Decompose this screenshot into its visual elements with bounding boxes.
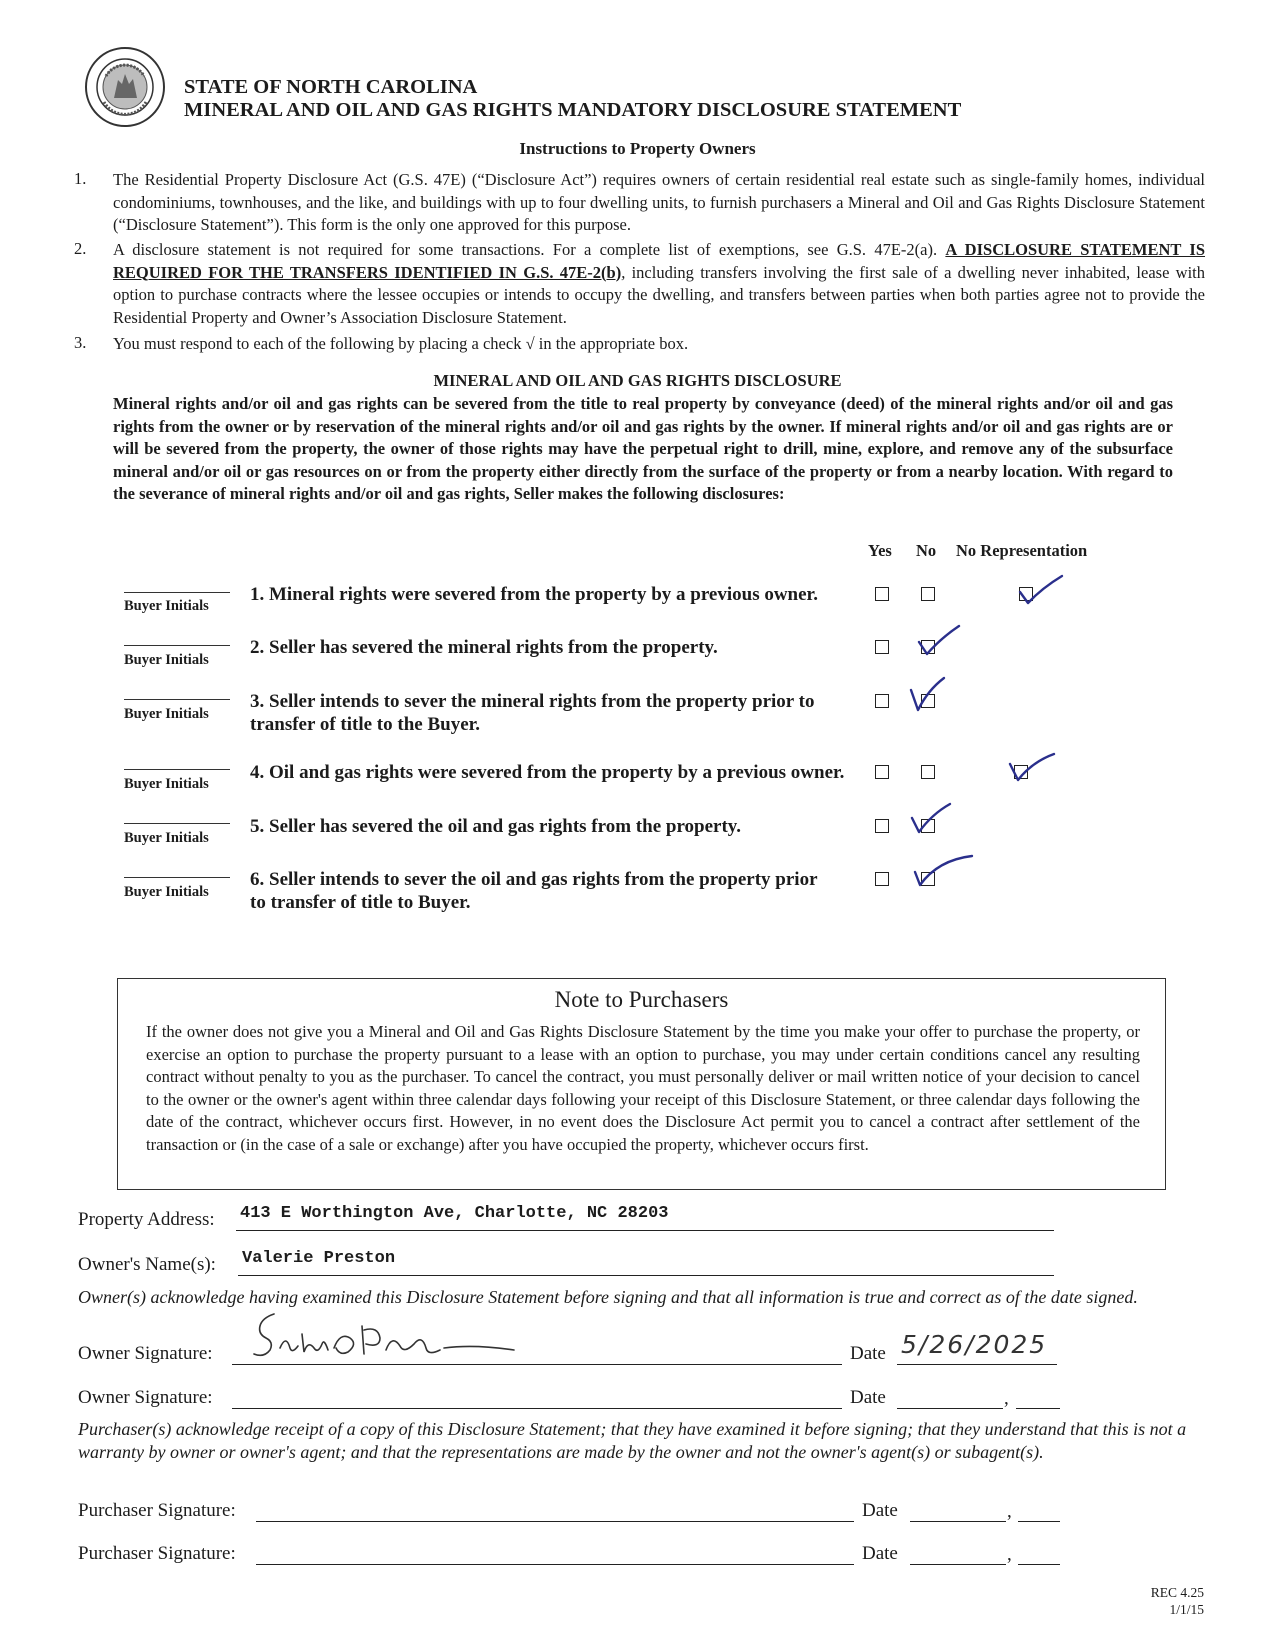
yes-checkbox[interactable] [875,587,889,601]
question-text [250,636,890,659]
owner-signature-2-field[interactable] [232,1382,842,1409]
instruction-1-number: 1. [74,169,87,188]
buyer-initials-line[interactable] [124,645,230,646]
purchaser-signature-1-year-field[interactable] [1018,1495,1060,1522]
document-title [184,76,961,122]
buyer-initials-label: Buyer Initials [124,652,209,668]
yes-checkbox[interactable] [875,872,889,886]
yes-checkbox[interactable] [875,765,889,779]
buyer-initials-label: Buyer Initials [124,598,209,614]
owner-signature-1-date-label: Date [850,1343,886,1364]
form-code-date: 1/1/15 [1169,1602,1204,1617]
owner-names-field[interactable] [238,1249,1054,1276]
question-text [250,761,890,784]
column-no: No [916,541,937,560]
handwritten-check-icon [1006,748,1054,784]
column-no-representation: No Representation [956,541,1088,560]
yes-checkbox[interactable] [875,640,889,654]
instruction-2-number: 2. [74,239,87,258]
property-address-label: Property Address: [78,1209,215,1230]
no-checkbox[interactable] [921,765,935,779]
buyer-initials-line[interactable] [124,699,230,700]
owner-signature-2-date-field[interactable] [897,1382,1003,1409]
title-line-2: MINERAL AND OIL AND GAS RIGHTS MANDATORY DISCLOSURE STATEMENT [184,99,962,121]
question-text [250,868,890,914]
question-line-1: 4. Oil and gas rights were severed from the property by a previous owner. [250,762,845,783]
instruction-2-tail: , including transfers involving the first sale of a dwelling never inhabited, lease with option to purchase contracts where the lessee occupies or intends to occupy the dwelling, and transfers between parties when both parties agree not to provide the Residential Property and Owner’s Association Disclosure Statement. [113,262,1205,327]
date-comma: , [1007,1501,1012,1522]
question-line-1: 1. Mineral rights were severed from the property by a previous owner. [250,584,818,605]
question-line-2: transfer of title to the Buyer. [250,714,481,735]
buyer-initials-line[interactable] [124,823,230,824]
owner-signature-2-year-field[interactable] [1016,1382,1060,1409]
question-text [250,583,890,606]
owner-signature-2-date-label: Date [850,1387,886,1408]
question-line-1: 3. Seller intends to sever the mineral rights from the property prior to [250,691,815,712]
form-code-number: REC 4.25 [1150,1585,1204,1600]
purchaser-signature-1-label: Purchaser Signature: [78,1500,236,1521]
buyer-initials-label: Buyer Initials [124,884,209,900]
purchaser-signature-1-date-field[interactable] [910,1495,1006,1522]
date-comma: , [1007,1544,1012,1565]
instruction-3-number: 3. [74,333,87,352]
question-line-1: 6. Seller intends to sever the oil and gas rights from the property prior [250,869,818,890]
owner-names-value: Valerie Preston [242,1249,396,1268]
form-code [1100,1584,1204,1618]
disclosure-heading: MINERAL AND OIL AND GAS RIGHTS DISCLOSURE [433,371,842,390]
instruction-2-lead: A disclosure statement is not required for some transactions. For a complete list of exemptions, see G.S. 47E-2(a). [113,240,946,259]
purchaser-signature-2-date-label: Date [862,1543,898,1564]
date-comma: , [1004,1388,1009,1409]
nc-real-estate-commission-seal [84,46,166,128]
buyer-initials-line[interactable] [124,592,230,593]
owner-names-label: Owner's Name(s): [78,1254,216,1275]
question-line-2: to transfer of title to Buyer. [250,892,471,913]
buyer-initials-label: Buyer Initials [124,776,209,792]
purchaser-signature-2-date-field[interactable] [910,1538,1006,1565]
handwritten-check-icon [915,622,963,658]
instruction-3-text: You must respond to each of the following by placing a check √ in the appropriate box. [113,334,689,353]
property-address-field[interactable] [236,1204,1054,1231]
purchaser-acknowledgement: Purchaser(s) acknowledge receipt of a copy of this Disclosure Statement; that they have examined it before signing; that they understand that this is not a warranty by owner or owner's agent; and that the representations are made by the owner and not the owner's agent(s) or subagent(s). [78,1419,1187,1462]
buyer-initials-line[interactable] [124,877,230,878]
no-checkbox[interactable] [921,587,935,601]
owner-signature-1-field[interactable] [232,1336,842,1365]
yes-checkbox[interactable] [875,694,889,708]
note-text: If the owner does not give you a Mineral and Oil and Gas Rights Disclosure Statement by the time you make your offer to purchase the property, or exercise an option to purchase the property pursuant to a lease with an option to purchase, you may under certain conditions cancel any resulting contract without penalty to you as the purchaser. To cancel the contract, you must personally deliver or mail written notice of your decision to cancel to the owner or the owner's agent within three calendar days following your receipt of this Disclosure Statement, or three calendar days following the date of the contract, whichever occurs first. However, in no event does the Disclosure Act permit you to cancel a contract after settlement of the transaction or (in the case of a sale or exchange) after you have occupied the property, whichever occurs first. [146,1022,1140,1154]
owner-signature-1-date-field[interactable] [897,1330,1057,1365]
owner-signature-1-date-value: 5/26/2025 [901,1330,1048,1359]
buyer-initials-line[interactable] [124,769,230,770]
owner-signature-2-label: Owner Signature: [78,1387,213,1408]
instructions-heading: Instructions to Property Owners [519,139,756,158]
column-yes: Yes [868,541,892,560]
purchaser-signature-2-year-field[interactable] [1018,1538,1060,1565]
purchaser-signature-2-label: Purchaser Signature: [78,1543,236,1564]
question-line-1: 2. Seller has severed the mineral rights from the property. [250,637,718,658]
owner-acknowledgement: Owner(s) acknowledge having examined this Disclosure Statement before signing and that all information is true and correct as of the date signed. [78,1287,1138,1307]
owner-signature-1-label: Owner Signature: [78,1343,213,1364]
disclosure-text: Mineral rights and/or oil and gas rights can be severed from the title to real property by conveyance (deed) of the mineral rights and/or oil and gas rights from the owner or by reservation of the mineral rights and/or oil and gas rights by the owner. If mineral rights and/or oil and gas rights are or will be severed from the property, the owner of those rights may have the perpetual right to drill, mine, explore, and remove any of the subsurface mineral and/or oil or gas resources on or from the property either directly from the surface of the property or from a nearby location. With regard to the severance of mineral rights and/or oil and gas rights, Seller makes the following disclosures: [113,394,1173,503]
property-address-value: 413 E Worthington Ave, Charlotte, NC 28203 [240,1204,669,1223]
question-line-1: 5. Seller has severed the oil and gas rights from the property. [250,816,741,837]
question-text [250,690,890,736]
handwritten-check-icon [910,852,974,888]
owner-signature-image [244,1304,544,1370]
handwritten-check-icon [908,800,956,836]
handwritten-check-icon [908,676,956,712]
question-text [250,815,890,838]
instruction-1-text: The Residential Property Disclosure Act (G.S. 47E) (“Disclosure Act”) requires owners of certain residential real estate such as single-family homes, individual condominiums, townhouses, and the like, and buildings with up to four dwelling units, to furnish purchasers a Mineral and Oil and Gas Rights Disclosure Statement (“Disclosure Statement”). This form is the only one approved for this purpose. [113,170,1205,234]
handwritten-check-icon [1016,570,1064,606]
purchaser-signature-1-date-label: Date [862,1500,898,1521]
instruction-2-text [113,239,1205,329]
buyer-initials-label: Buyer Initials [124,830,209,846]
yes-checkbox[interactable] [875,819,889,833]
purchaser-signature-2-field[interactable] [256,1538,854,1565]
instruction-2-underlined: A DISCLOSURE STATEMENT IS REQUIRED FOR THE TRANSFERS IDENTIFIED IN G.S. 47E-2(b) [113,240,1206,282]
buyer-initials-label: Buyer Initials [124,706,209,722]
purchaser-signature-1-field[interactable] [256,1495,854,1522]
note-title: Note to Purchasers [554,987,729,1012]
title-line-1: STATE OF NORTH CAROLINA [184,76,478,98]
